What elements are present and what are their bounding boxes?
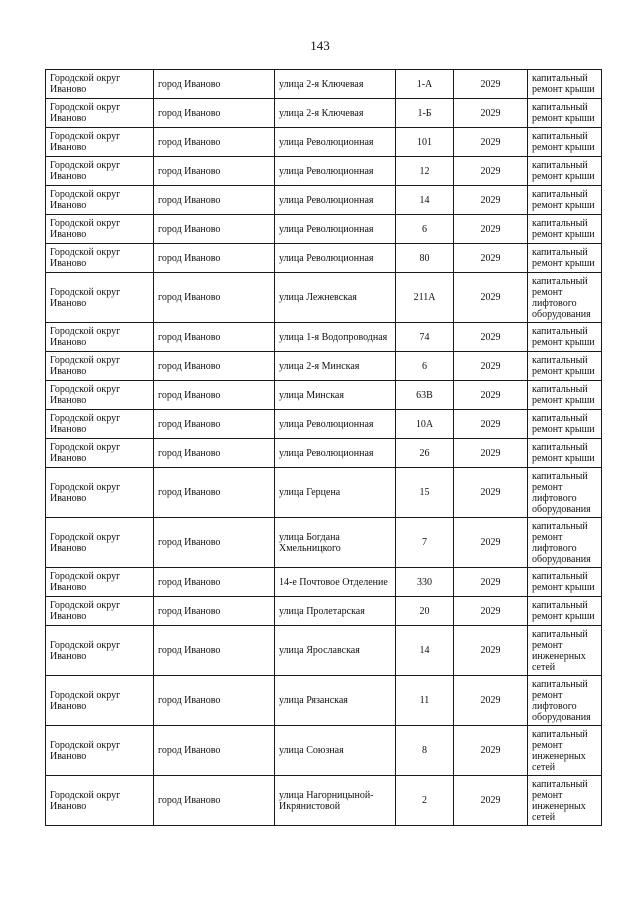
city-cell: город Иваново xyxy=(154,410,275,439)
table-row xyxy=(46,128,602,157)
work-type-cell: капитальный ремонт крыши xyxy=(528,157,602,186)
work-type-cell: капитальный ремонт крыши xyxy=(528,70,602,99)
work-type-cell: капитальный ремонт лифтового оборудования xyxy=(528,676,602,726)
year-cell: 2029 xyxy=(454,410,528,439)
year-cell: 2029 xyxy=(454,381,528,410)
street-cell: улица Минская xyxy=(275,381,396,410)
work-type-cell: капитальный ремонт крыши xyxy=(528,439,602,468)
district-cell: Городской округ Иваново xyxy=(46,726,154,776)
house-cell: 74 xyxy=(396,323,454,352)
house-cell: 101 xyxy=(396,128,454,157)
house-cell: 20 xyxy=(396,597,454,626)
year-cell: 2029 xyxy=(454,186,528,215)
table-row xyxy=(46,439,602,468)
district-cell: Городской округ Иваново xyxy=(46,186,154,215)
street-cell: улица Революционная xyxy=(275,157,396,186)
year-cell: 2029 xyxy=(454,244,528,273)
table-row xyxy=(46,244,602,273)
year-cell: 2029 xyxy=(454,626,528,676)
street-cell: улица 2-я Ключевая xyxy=(275,70,396,99)
city-cell: город Иваново xyxy=(154,323,275,352)
house-cell: 1-А xyxy=(396,70,454,99)
table-row xyxy=(46,381,602,410)
year-cell: 2029 xyxy=(454,352,528,381)
table-row xyxy=(46,597,602,626)
city-cell: город Иваново xyxy=(154,597,275,626)
district-cell: Городской округ Иваново xyxy=(46,676,154,726)
house-cell: 14 xyxy=(396,186,454,215)
street-cell: улица Революционная xyxy=(275,244,396,273)
page-number: 143 xyxy=(310,38,330,53)
city-cell: город Иваново xyxy=(154,726,275,776)
district-cell: Городской округ Иваново xyxy=(46,244,154,273)
table-row xyxy=(46,518,602,568)
work-type-cell: капитальный ремонт крыши xyxy=(528,186,602,215)
table-row xyxy=(46,99,602,128)
city-cell: город Иваново xyxy=(154,568,275,597)
street-cell: улица Революционная xyxy=(275,439,396,468)
city-cell: город Иваново xyxy=(154,676,275,726)
city-cell: город Иваново xyxy=(154,352,275,381)
street-cell: улица Богдана Хмельницкого xyxy=(275,518,396,568)
table-row xyxy=(46,352,602,381)
house-cell: 80 xyxy=(396,244,454,273)
district-cell: Городской округ Иваново xyxy=(46,468,154,518)
street-cell: улица Рязанская xyxy=(275,676,396,726)
house-cell: 63В xyxy=(396,381,454,410)
city-cell: город Иваново xyxy=(154,70,275,99)
work-type-cell: капитальный ремонт лифтового оборудования xyxy=(528,518,602,568)
city-cell: город Иваново xyxy=(154,626,275,676)
work-type-cell: капитальный ремонт инженерных сетей xyxy=(528,776,602,826)
work-type-cell: капитальный ремонт крыши xyxy=(528,99,602,128)
year-cell: 2029 xyxy=(454,273,528,323)
work-type-cell: капитальный ремонт крыши xyxy=(528,568,602,597)
district-cell: Городской округ Иваново xyxy=(46,70,154,99)
work-type-cell: капитальный ремонт крыши xyxy=(528,381,602,410)
year-cell: 2029 xyxy=(454,128,528,157)
house-cell: 10А xyxy=(396,410,454,439)
house-cell: 6 xyxy=(396,215,454,244)
house-cell: 330 xyxy=(396,568,454,597)
city-cell: город Иваново xyxy=(154,99,275,128)
table-row xyxy=(46,626,602,676)
year-cell: 2029 xyxy=(454,726,528,776)
repair-schedule-table xyxy=(45,69,602,826)
district-cell: Городской округ Иваново xyxy=(46,381,154,410)
district-cell: Городской округ Иваново xyxy=(46,99,154,128)
city-cell: город Иваново xyxy=(154,157,275,186)
year-cell: 2029 xyxy=(454,597,528,626)
house-cell: 14 xyxy=(396,626,454,676)
street-cell: улица Революционная xyxy=(275,128,396,157)
house-cell: 8 xyxy=(396,726,454,776)
district-cell: Городской округ Иваново xyxy=(46,568,154,597)
house-cell: 1-Б xyxy=(396,99,454,128)
street-cell: улица Нагорницыной-Икрянистовой xyxy=(275,776,396,826)
work-type-cell: капитальный ремонт лифтового оборудования xyxy=(528,273,602,323)
house-cell: 7 xyxy=(396,518,454,568)
house-cell: 11 xyxy=(396,676,454,726)
work-type-cell: капитальный ремонт крыши xyxy=(528,128,602,157)
street-cell: улица 2-я Ключевая xyxy=(275,99,396,128)
year-cell: 2029 xyxy=(454,518,528,568)
house-cell: 12 xyxy=(396,157,454,186)
street-cell: улица Революционная xyxy=(275,186,396,215)
district-cell: Городской округ Иваново xyxy=(46,323,154,352)
house-cell: 211А xyxy=(396,273,454,323)
city-cell: город Иваново xyxy=(154,468,275,518)
year-cell: 2029 xyxy=(454,568,528,597)
street-cell: 14-е Почтовое Отделение xyxy=(275,568,396,597)
district-cell: Городской округ Иваново xyxy=(46,157,154,186)
house-cell: 2 xyxy=(396,776,454,826)
street-cell: улица 2-я Минская xyxy=(275,352,396,381)
table-row xyxy=(46,70,602,99)
district-cell: Городской округ Иваново xyxy=(46,626,154,676)
district-cell: Городской округ Иваново xyxy=(46,410,154,439)
table-row xyxy=(46,468,602,518)
work-type-cell: капитальный ремонт крыши xyxy=(528,323,602,352)
year-cell: 2029 xyxy=(454,439,528,468)
district-cell: Городской округ Иваново xyxy=(46,518,154,568)
year-cell: 2029 xyxy=(454,468,528,518)
year-cell: 2029 xyxy=(454,70,528,99)
table-row xyxy=(46,676,602,726)
table-row xyxy=(46,186,602,215)
year-cell: 2029 xyxy=(454,676,528,726)
street-cell: улица Пролетарская xyxy=(275,597,396,626)
table-row xyxy=(46,215,602,244)
work-type-cell: капитальный ремонт инженерных сетей xyxy=(528,726,602,776)
work-type-cell: капитальный ремонт лифтового оборудования xyxy=(528,468,602,518)
table-row xyxy=(46,568,602,597)
city-cell: город Иваново xyxy=(154,186,275,215)
city-cell: город Иваново xyxy=(154,776,275,826)
year-cell: 2029 xyxy=(454,157,528,186)
district-cell: Городской округ Иваново xyxy=(46,215,154,244)
street-cell: улица Ярославская xyxy=(275,626,396,676)
district-cell: Городской округ Иваново xyxy=(46,776,154,826)
city-cell: город Иваново xyxy=(154,381,275,410)
work-type-cell: капитальный ремонт крыши xyxy=(528,597,602,626)
table-row xyxy=(46,410,602,439)
work-type-cell: капитальный ремонт крыши xyxy=(528,352,602,381)
street-cell: улица Революционная xyxy=(275,215,396,244)
year-cell: 2029 xyxy=(454,323,528,352)
city-cell: город Иваново xyxy=(154,215,275,244)
house-cell: 6 xyxy=(396,352,454,381)
work-type-cell: капитальный ремонт крыши xyxy=(528,410,602,439)
street-cell: улица Революционная xyxy=(275,410,396,439)
district-cell: Городской округ Иваново xyxy=(46,597,154,626)
city-cell: город Иваново xyxy=(154,273,275,323)
table-row xyxy=(46,323,602,352)
street-cell: улица Герцена xyxy=(275,468,396,518)
table-row xyxy=(46,273,602,323)
city-cell: город Иваново xyxy=(154,128,275,157)
city-cell: город Иваново xyxy=(154,244,275,273)
district-cell: Городской округ Иваново xyxy=(46,128,154,157)
district-cell: Городской округ Иваново xyxy=(46,352,154,381)
street-cell: улица Лежневская xyxy=(275,273,396,323)
work-type-cell: капитальный ремонт инженерных сетей xyxy=(528,626,602,676)
work-type-cell: капитальный ремонт крыши xyxy=(528,244,602,273)
house-cell: 26 xyxy=(396,439,454,468)
street-cell: улица Союзная xyxy=(275,726,396,776)
city-cell: город Иваново xyxy=(154,518,275,568)
street-cell: улица 1-я Водопроводная xyxy=(275,323,396,352)
table-row xyxy=(46,726,602,776)
year-cell: 2029 xyxy=(454,776,528,826)
district-cell: Городской округ Иваново xyxy=(46,273,154,323)
city-cell: город Иваново xyxy=(154,439,275,468)
district-cell: Городской округ Иваново xyxy=(46,439,154,468)
table-row xyxy=(46,776,602,826)
year-cell: 2029 xyxy=(454,215,528,244)
table-row xyxy=(46,157,602,186)
year-cell: 2029 xyxy=(454,99,528,128)
house-cell: 15 xyxy=(396,468,454,518)
work-type-cell: капитальный ремонт крыши xyxy=(528,215,602,244)
